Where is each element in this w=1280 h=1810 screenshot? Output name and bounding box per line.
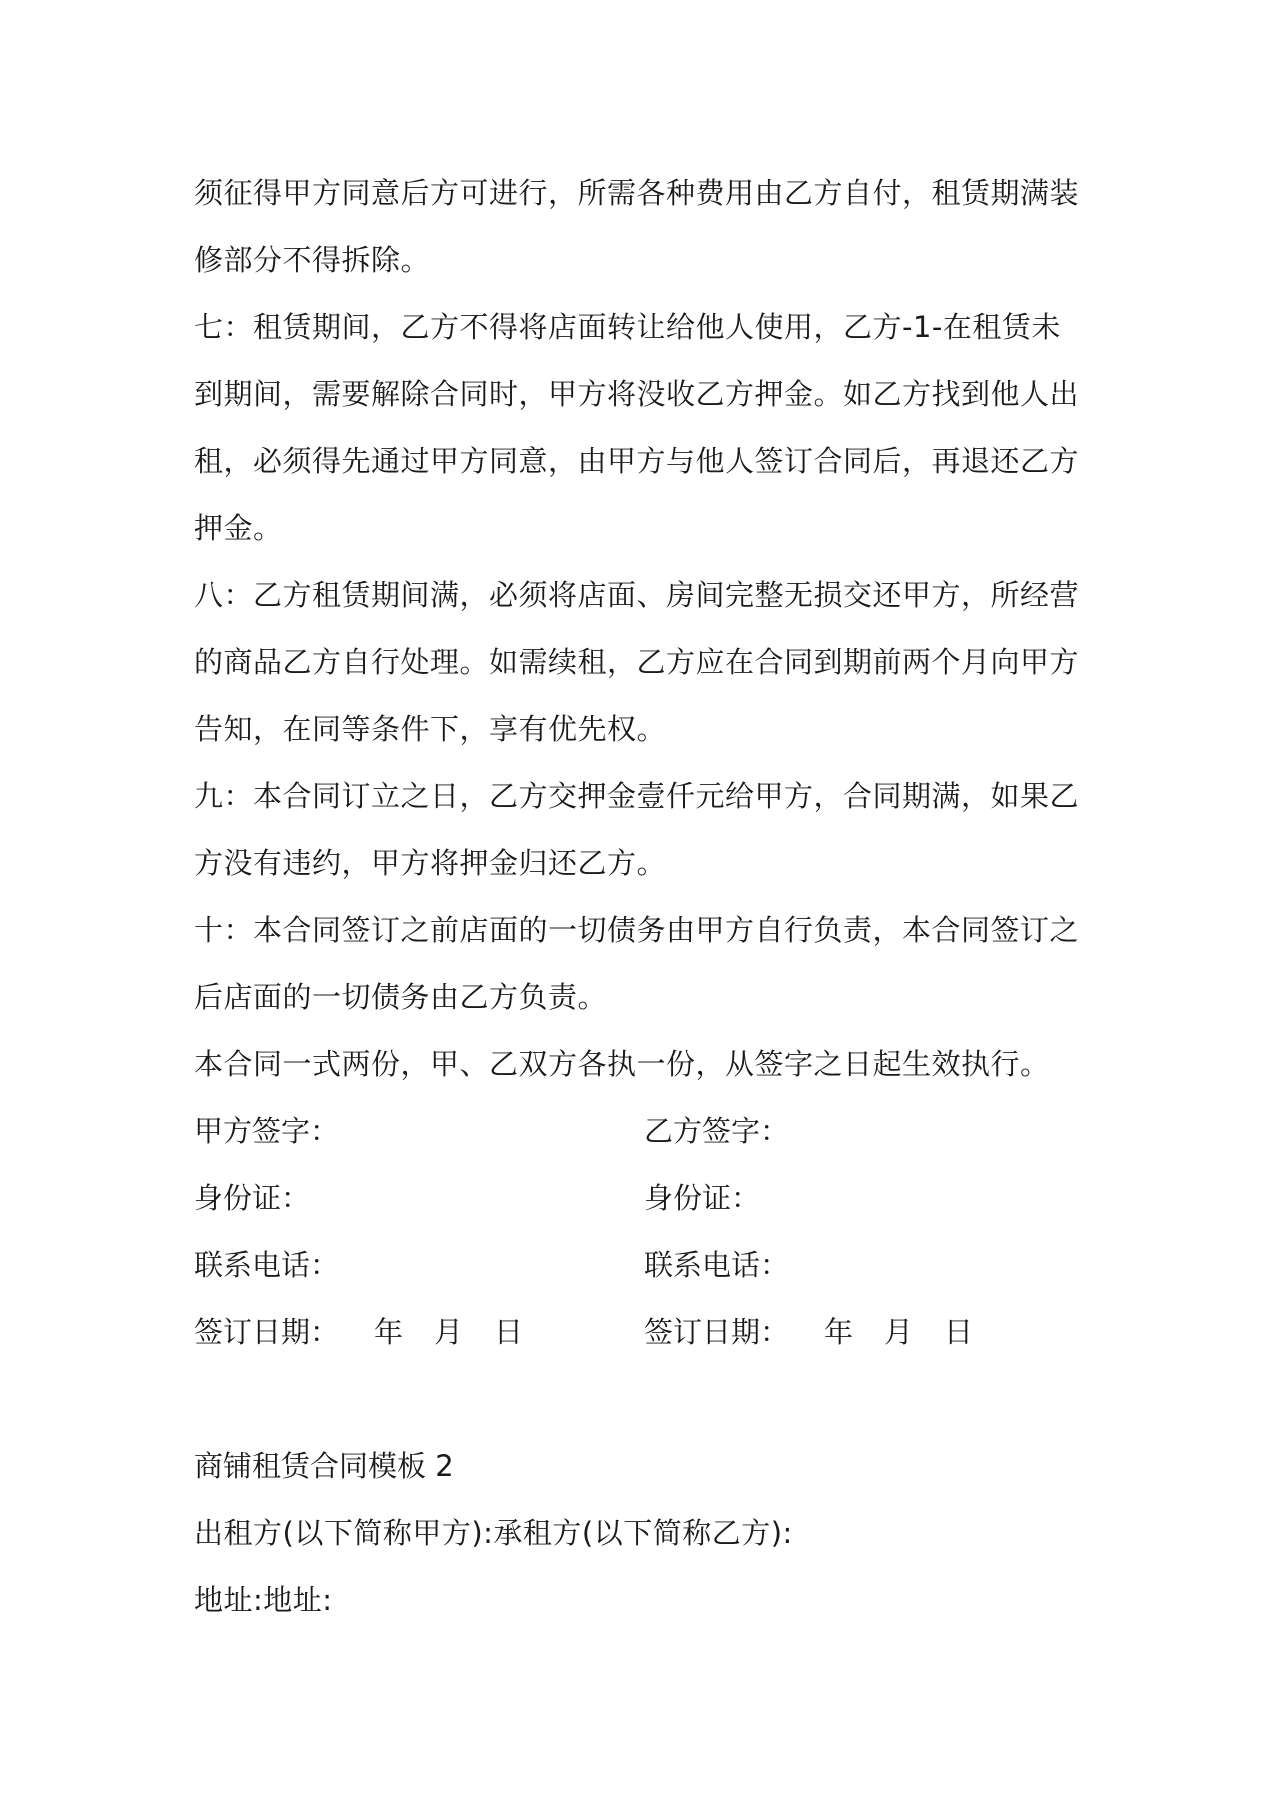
signature-row bbox=[194, 1098, 1094, 1165]
party-a-sign-label: 甲方签字： bbox=[194, 1114, 340, 1148]
template-2-title: 商铺租赁合同模板 2 bbox=[194, 1449, 454, 1483]
party-a-id-label: 身份证： bbox=[194, 1181, 311, 1215]
text-line: 告知，在同等条件下，享有优先权。 bbox=[194, 712, 667, 746]
template-2-section bbox=[194, 1433, 1094, 1634]
contract-page bbox=[194, 160, 1094, 1634]
text-line: 修部分不得拆除。 bbox=[194, 243, 431, 277]
id-row bbox=[194, 1165, 1094, 1232]
text-line: 方没有违约，甲方将押金归还乙方。 bbox=[194, 846, 667, 880]
address-line: 地址:地址: bbox=[194, 1583, 333, 1617]
text-line: 七：租赁期间，乙方不得将店面转让给他人使用，乙方-1-在租赁未 bbox=[194, 310, 1061, 344]
month-label: 月 bbox=[884, 1315, 914, 1349]
paragraph-closing bbox=[194, 1031, 1094, 1098]
paragraph-clause-7 bbox=[194, 294, 1094, 562]
year-label: 年 bbox=[374, 1315, 404, 1349]
section-spacer bbox=[194, 1366, 1094, 1433]
party-a-phone-label: 联系电话： bbox=[194, 1248, 340, 1282]
party-b-date bbox=[644, 1299, 1094, 1366]
text-line: 十：本合同签订之前店面的一切债务由甲方自行负责，本合同签订之 bbox=[194, 913, 1080, 947]
year-label: 年 bbox=[824, 1315, 854, 1349]
day-label: 日 bbox=[494, 1315, 524, 1349]
day-label: 日 bbox=[944, 1315, 974, 1349]
text-line: 的商品乙方自行处理。如需续租，乙方应在合同到期前两个月向甲方 bbox=[194, 645, 1080, 679]
text-line: 须征得甲方同意后方可进行，所需各种费用由乙方自付，租赁期满装 bbox=[194, 176, 1080, 210]
date-label: 签订日期： bbox=[644, 1315, 790, 1349]
paragraph-clause-8 bbox=[194, 562, 1094, 763]
party-b-id-label: 身份证： bbox=[644, 1181, 761, 1215]
text-line: 租，必须得先通过甲方同意，由甲方与他人签订合同后，再退还乙方 bbox=[194, 444, 1080, 478]
phone-row bbox=[194, 1232, 1094, 1299]
party-b-sign-label: 乙方签字： bbox=[644, 1114, 790, 1148]
date-label: 签订日期： bbox=[194, 1315, 340, 1349]
parties-line: 出租方(以下简称甲方):承租方(以下简称乙方): bbox=[194, 1516, 793, 1550]
month-label: 月 bbox=[434, 1315, 464, 1349]
date-row bbox=[194, 1299, 1094, 1366]
text-line: 八：乙方租赁期间满，必须将店面、房间完整无损交还甲方，所经营 bbox=[194, 578, 1080, 612]
party-b-phone-label: 联系电话： bbox=[644, 1248, 790, 1282]
text-line: 九：本合同订立之日，乙方交押金壹仟元给甲方，合同期满，如果乙 bbox=[194, 779, 1080, 813]
paragraph-clause-9 bbox=[194, 763, 1094, 897]
signature-block bbox=[194, 1098, 1094, 1366]
text-line: 后店面的一切债务由乙方负责。 bbox=[194, 980, 608, 1014]
text-line: 本合同一式两份，甲、乙双方各执一份，从签字之日起生效执行。 bbox=[194, 1047, 1050, 1081]
paragraph-clause-10 bbox=[194, 897, 1094, 1031]
party-a-date bbox=[194, 1299, 644, 1366]
text-line: 押金。 bbox=[194, 511, 283, 545]
text-line: 到期间，需要解除合同时，甲方将没收乙方押金。如乙方找到他人出 bbox=[194, 377, 1080, 411]
paragraph-decoration-clause bbox=[194, 160, 1094, 294]
